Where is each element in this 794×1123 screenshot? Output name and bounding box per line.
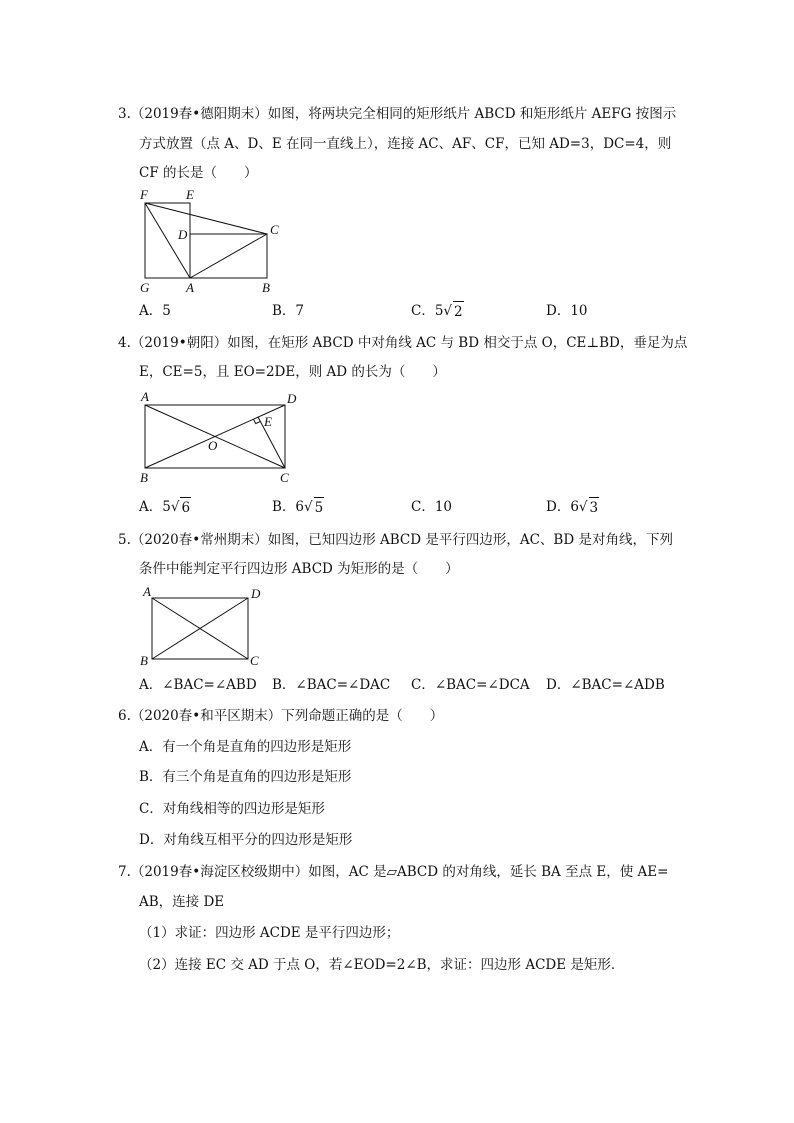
- q5-options: [0, 675, 794, 695]
- q4-label-c: C: [280, 470, 289, 485]
- q3-label-f: F: [140, 187, 148, 202]
- q4-option-d-radicand: 3: [589, 497, 600, 518]
- q4-text-line2: E，CE=5，且 EO=2DE，则 AD 的长为（ ）: [139, 364, 446, 380]
- q6-option-d[interactable]: D．对角线互相平分的四边形是矩形: [139, 832, 353, 848]
- q5-label-b: B: [140, 653, 148, 668]
- q7-part1: （1）求证：四边形 ACDE 是平行四边形；: [139, 925, 400, 941]
- q5-text-line1: 5.（2020春•常州期末）如图，已知四边形 ABCD 是平行四边形，AC、BD 是对角线，下列: [118, 532, 673, 548]
- q3-label-b: B: [262, 280, 270, 295]
- q4-option-d-prefix: D．6: [546, 499, 579, 515]
- q3-option-b[interactable]: B．7: [272, 303, 305, 319]
- q5-option-c[interactable]: C．∠BAC=∠DCA: [411, 677, 530, 693]
- q3-option-c-radicand: 2: [453, 301, 464, 322]
- q3-segment-fc: [145, 203, 267, 234]
- q5-option-a[interactable]: A．∠BAC=∠ABD: [139, 677, 257, 693]
- q4-option-b-prefix: B．6: [272, 499, 305, 515]
- q4-option-a-radicand: 6: [180, 497, 191, 518]
- q7-text-line2: AB，连接 DE: [139, 894, 225, 910]
- q4-label-e: E: [264, 414, 272, 429]
- q5-label-d: D: [251, 586, 261, 601]
- q4-figure: [130, 388, 300, 488]
- q4-label-a: A: [141, 389, 149, 404]
- q3-label-g: G: [140, 280, 150, 295]
- sqrt-sign-icon: √ 6: [170, 499, 191, 516]
- q3-option-c-prefix: C．5: [411, 303, 444, 319]
- q6-option-c[interactable]: C．对角线相等的四边形是矩形: [139, 801, 325, 817]
- q7-part2: （2）连接 EC 交 AD 于点 O，若∠EOD=2∠B，求证：四边形 ACDE 是矩形．: [139, 957, 625, 973]
- q5-label-a: A: [143, 584, 151, 599]
- q5-figure: [135, 585, 275, 670]
- q4-option-a[interactable]: [139, 497, 191, 517]
- q3-text-line3: CF 的长是（ ）: [139, 165, 258, 181]
- q3-option-d[interactable]: D．10: [546, 303, 588, 319]
- q3-text-line2: 方式放置（点 A、D、E 在同一直线上），连接 AC、AF、CF，已知 AD=3，DC=4，则: [139, 136, 672, 152]
- q6-text-line1: 6.（2020春•和平区期末）下列命题正确的是（ ）: [118, 708, 444, 724]
- q3-label-c: C: [270, 222, 279, 237]
- q4-option-a-prefix: A．5: [139, 499, 171, 515]
- q4-option-c[interactable]: C．10: [411, 499, 453, 515]
- q4-option-d[interactable]: [546, 497, 599, 517]
- q6-option-b[interactable]: B．有三个角是直角的四边形是矩形: [139, 769, 352, 785]
- sqrt-sign-icon: √ 5: [304, 499, 324, 516]
- q5-option-d[interactable]: D．∠BAC=∠ADB: [546, 677, 665, 693]
- q4-option-b[interactable]: [272, 497, 324, 517]
- q5-text-line2: 条件中能判定平行四边形 ABCD 为矩形的是（ ）: [139, 561, 459, 577]
- q3-text-line1: 3.（2019春•德阳期末）如图，将两块完全相同的矩形纸片 ABCD 和矩形纸片 AEFG 按图示: [118, 106, 677, 122]
- q4-label-o: O: [208, 438, 218, 453]
- q7-text-line1: 7.（2019春•海淀区校级期中）如图，AC 是▱ABCD 的对角线，延长 BA 至点 E，使 AE=: [118, 864, 669, 880]
- q3-option-c[interactable]: [411, 301, 463, 321]
- q3-options: [0, 301, 794, 321]
- q3-segment-ac: [190, 234, 267, 278]
- q3-label-d: D: [178, 227, 188, 242]
- q4-text-line1: 4.（2019•朝阳）如图，在矩形 ABCD 中对角线 AC 与 BD 相交于点 O，CE⊥BD，垂足为点: [118, 335, 688, 351]
- q5-label-c: C: [250, 653, 259, 668]
- q6-option-a[interactable]: A．有一个角是直角的四边形是矩形: [139, 739, 352, 755]
- sqrt-sign-icon: √ 2: [443, 303, 463, 320]
- q3-label-a: A: [186, 280, 194, 295]
- q3-option-a[interactable]: A．5: [139, 303, 171, 319]
- q5-option-b[interactable]: B．∠BAC=∠DAC: [272, 677, 391, 693]
- q4-options: [0, 497, 794, 517]
- q3-label-e: E: [186, 187, 194, 202]
- sqrt-sign-icon: √ 3: [578, 499, 599, 516]
- q4-label-d: D: [287, 391, 297, 406]
- q4-option-b-radicand: 5: [314, 497, 325, 518]
- q4-label-b: B: [140, 470, 148, 485]
- q3-figure: [130, 186, 290, 296]
